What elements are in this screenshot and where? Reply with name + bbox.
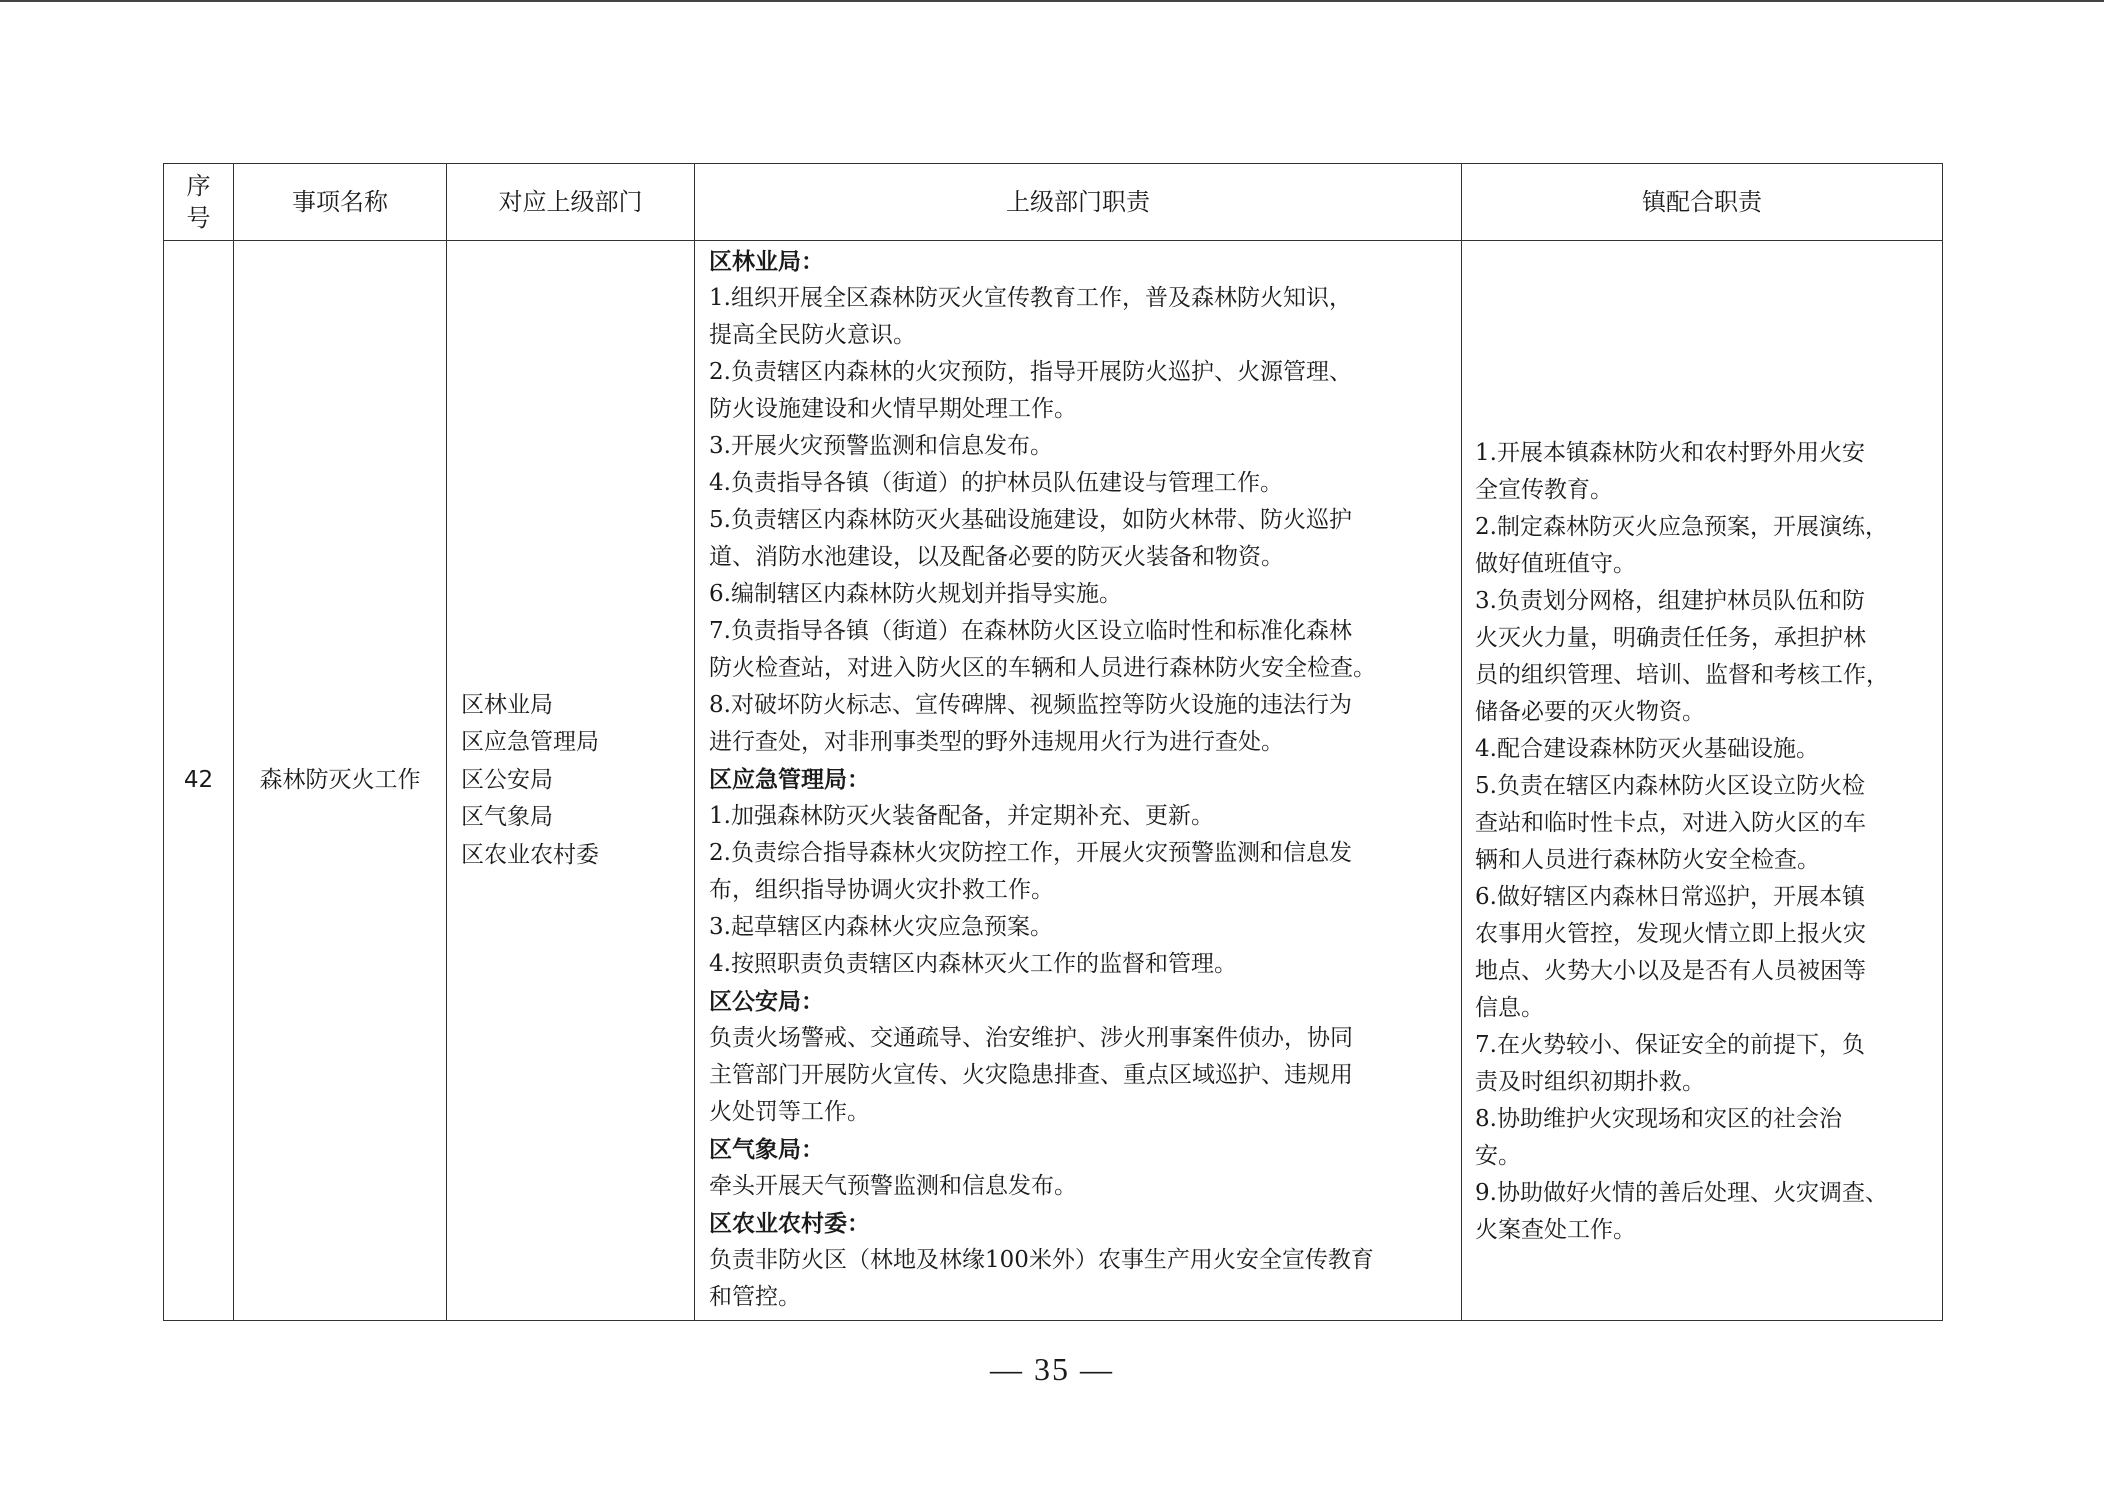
top-border-line: [0, 0, 2104, 2]
duty-line: 8.对破坏防火标志、宣传碑牌、视频监控等防火设施的违法行为: [709, 692, 1352, 718]
duty-line: 进行查处，对非刑事类型的野外违规用火行为进行查处。: [709, 729, 1284, 755]
row-item-name: 森林防灭火工作: [234, 241, 447, 1321]
header-index: [164, 164, 234, 241]
duty-line: 5.负责辖区内森林防灭火基础设施建设，如防火林带、防火巡护: [709, 507, 1352, 533]
header-index-line1: 序: [186, 172, 211, 200]
duty-line: 3.开展火灾预警监测和信息发布。: [709, 433, 1053, 459]
duty-line: 2.负责综合指导森林火灾防控工作，开展火灾预警监测和信息发: [709, 840, 1352, 866]
department-item: 区公安局: [461, 766, 553, 793]
duty-line: 主管部门开展防火宣传、火灾隐患排查、重点区域巡护、违规用: [709, 1062, 1353, 1088]
header-item-name: 事项名称: [234, 164, 447, 241]
town-duty-line: 火案查处工作。: [1475, 1216, 1636, 1243]
row-departments: [447, 241, 695, 1321]
section-heading-meteorology: 区气象局：: [709, 1136, 824, 1163]
town-duty-line: 做好值班值守。: [1475, 550, 1636, 577]
duty-line: 7.负责指导各镇（街道）在森林防火区设立临时性和标准化森林: [709, 618, 1352, 644]
duty-line: 1.组织开展全区森林防灭火宣传教育工作，普及森林防火知识，: [709, 285, 1352, 311]
section-heading-agriculture: 区农业农村委：: [709, 1210, 870, 1237]
duty-line: 防火检查站，对进入防火区的车辆和人员进行森林防火安全检查。: [709, 655, 1376, 681]
table-header-row: [164, 164, 1943, 241]
department-item: 区气象局: [461, 804, 553, 831]
town-duty-line: 5.负责在辖区内森林防火区设立防火检: [1475, 772, 1865, 799]
town-duty-line: 4.配合建设森林防灭火基础设施。: [1475, 735, 1819, 762]
header-town-duty: 镇配合职责: [1462, 164, 1943, 241]
department-item: 区农业农村委: [461, 841, 599, 868]
duty-line: 1.加强森林防灭火装备配备，并定期补充、更新。: [709, 803, 1214, 829]
duty-line: 布，组织指导协调火灾扑救工作。: [709, 877, 1054, 903]
town-duty-line: 责及时组织初期扑救。: [1475, 1068, 1705, 1095]
section-heading-emergency: 区应急管理局：: [709, 766, 870, 793]
town-duty-line: 9.协助做好火情的善后处理、火灾调查、: [1475, 1179, 1888, 1206]
duty-line: 2.负责辖区内森林的火灾预防，指导开展防火巡护、火源管理、: [709, 359, 1352, 385]
duty-line: 4.按照职责负责辖区内森林灭火工作的监督和管理。: [709, 951, 1237, 977]
duty-line: 负责火场警戒、交通疏导、治安维护、涉火刑事案件侦办，协同: [709, 1025, 1353, 1051]
town-duty-line: 查站和临时性卡点，对进入防火区的车: [1475, 809, 1866, 836]
town-duty-line: 储备必要的灭火物资。: [1475, 698, 1705, 725]
header-index-line2: 号: [186, 204, 211, 232]
row-index: 42: [164, 241, 234, 1321]
duty-line: 道、消防水池建设，以及配备必要的防灭火装备和物资。: [709, 544, 1284, 570]
duty-line: 火处罚等工作。: [709, 1099, 870, 1125]
duty-line: 防火设施建设和火情早期处理工作。: [709, 396, 1077, 422]
duty-line: 和管控。: [709, 1284, 801, 1310]
town-duty-line: 3.负责划分网格，组建护林员队伍和防: [1475, 587, 1865, 614]
town-duty-line: 辆和人员进行森林防火安全检查。: [1475, 846, 1820, 873]
page-number: — 35 —: [990, 1351, 1114, 1387]
town-duty-line: 1.开展本镇森林防火和农村野外用火安: [1475, 439, 1865, 466]
section-heading-police: 区公安局：: [709, 988, 824, 1015]
duty-table: [163, 163, 1943, 1321]
town-duty-line: 6.做好辖区内森林日常巡护，开展本镇: [1475, 883, 1865, 910]
town-duty-line: 安。: [1475, 1142, 1521, 1169]
duty-line: 4.负责指导各镇（街道）的护林员队伍建设与管理工作。: [709, 470, 1283, 496]
header-upper-duty: 上级部门职责: [695, 164, 1462, 241]
town-duty-line: 农事用火管控，发现火情立即上报火灾: [1475, 920, 1866, 947]
section-heading-forestry: 区林业局：: [709, 248, 824, 275]
town-duty-line: 8.协助维护火灾现场和灾区的社会治: [1475, 1105, 1842, 1132]
header-department: 对应上级部门: [447, 164, 695, 241]
town-duty-line: 员的组织管理、培训、监督和考核工作，: [1475, 661, 1889, 688]
table-row: [164, 241, 1943, 1321]
town-duty-line: 全宣传教育。: [1475, 476, 1613, 503]
town-duty-line: 火灭火力量，明确责任任务，承担护林: [1475, 624, 1866, 651]
row-town-duty: [1462, 241, 1943, 1321]
town-duty-line: 信息。: [1475, 994, 1544, 1021]
duty-line: 6.编制辖区内森林防火规划并指导实施。: [709, 581, 1122, 607]
duty-line: 牵头开展天气预警监测和信息发布。: [709, 1173, 1077, 1199]
town-duty-line: 2.制定森林防灭火应急预案，开展演练，: [1475, 513, 1888, 540]
row-upper-duty: [695, 241, 1462, 1321]
duty-line: 负责非防火区（林地及林缘100米外）农事生产用火安全宣传教育: [709, 1247, 1374, 1273]
town-duty-line: 7.在火势较小、保证安全的前提下，负: [1475, 1031, 1865, 1058]
duty-line: 3.起草辖区内森林火灾应急预案。: [709, 914, 1053, 940]
town-duty-line: 地点、火势大小以及是否有人员被困等: [1475, 957, 1866, 984]
duty-line: 提高全民防火意识。: [709, 322, 916, 348]
town-duty-list: [1475, 435, 1930, 1249]
department-item: 区应急管理局: [461, 729, 599, 756]
department-item: 区林业局: [461, 691, 553, 718]
